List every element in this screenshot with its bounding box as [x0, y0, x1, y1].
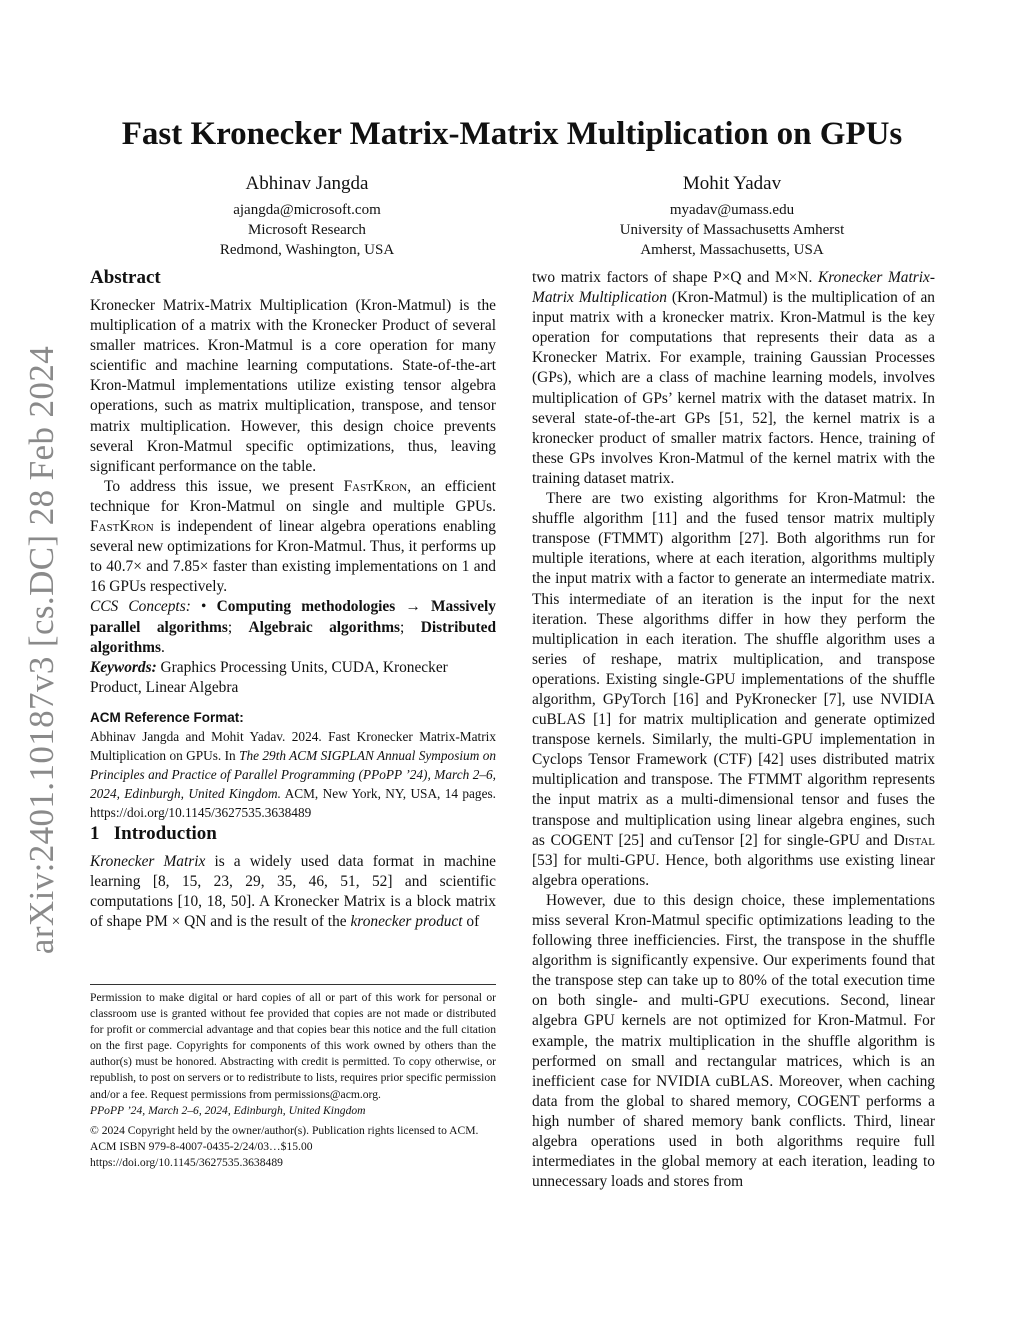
abstract-paragraph-2: To address this issue, we present FastKron, an efficient technique for Kron-Matmul on single and multiple GPUs. FastKron is independent of linear algebra operations enabling several new optimizations for Kron-Matmul. Thus, it performs up to 40.7× and 7.85× faster than existing implementations on 1 and 16 GPUs respectively.: [90, 477, 496, 596]
abstract-paragraph-1: Kronecker Matrix-Matrix Multiplication (Kron-Matmul) is the multiplication of a matrix with the Kronecker Product of several smaller matrices. Kron-Matmul is a core operation for many scientific and machine learning computations. State-of-the-art Kron-Matmul implementations utilize existing tensor algebra operations, such as matrix multiplication, transpose, and tensor matrix multiplication. However, this design choice prevents several Kron-Matmul specific optimizations, thus, leaving significant performance on the table.: [90, 297, 496, 475]
keywords: Keywords: Graphics Processing Units, CUDA, Kronecker Product, Linear Algebra: [90, 658, 448, 696]
author-affiliation: University of Massachusetts Amherst: [619, 222, 845, 238]
author-name: Mohit Yadav: [682, 173, 782, 194]
arxiv-stamp: [6, 345, 78, 955]
copyright-footnote: [90, 984, 496, 1171]
body-paragraph-3: However, due to this design choice, these implementations miss several Kron-Matmul specific optimizations leading to the following three inefficiencies. First, the transpose in the shuffle algorithm is significantly expensive. Our experiments found that the transpose step can take up to 80% of the total execution time on both single- and multi-GPU executions. Second, linear algebra GPU kernels are not optimized for Kron-Matmul. For example, the matrix multiplication in the shuffle algorithm is performed on small and rectangular matrices, which is an inefficient case for NVIDIA cuBLAS. Moreover, when caching data from the global to shared memory, COGENT performs a high number of shared memory bank conflicts. Third, linear algebra operations used in both algorithms require full intermediates in the global memory at each iteration, leading to unnecessary loads and stores from: [532, 891, 935, 1191]
ccs-concepts: CCS Concepts: • Computing methodologies → Massively parallel algorithms; Algebraic algorithms; Distributed algorithms.: [90, 598, 496, 656]
paper-title: Fast Kronecker Matrix-Matrix Multiplication on GPUs: [121, 116, 903, 152]
author-name: Abhinav Jangda: [245, 173, 369, 194]
copyright-line: © 2024 Copyright held by the owner/author(s). Publication rights licensed to ACM.: [90, 1123, 479, 1137]
right-column: [532, 268, 935, 1192]
author-email: ajangda@microsoft.com: [233, 202, 381, 218]
ccs-label: CCS Concepts:: [90, 598, 191, 616]
abstract-heading: Abstract: [90, 267, 161, 288]
system-name: Distal: [893, 831, 935, 849]
body-paragraph-1: two matrix factors of shape P×Q and M×N. Kronecker Matrix-Matrix Multiplication (Kron-Matmul) is the multiplication of an input matrix with a kronecker matrix. Kron-Matmul is the key operation for computations that represents their data as a Kronecker Matrix. For example, training Gaussian Processes (GPs), which are a class of machine learning models, involves multiplication of GPs’ kernel matrix with the dataset matrix. In several state-of-the-art GPs [51, 52], the kernel matrix is a kronecker product of smaller matrix factors. Hence, training of these GPs involves Kron-Matmul of the kernel matrix with the training dataset matrix.: [532, 269, 936, 487]
system-name: FastKron: [343, 477, 408, 495]
left-column: [90, 266, 496, 932]
permission-notice: Permission to make digital or hard copies of all or part of this work for personal or classroom use is granted without fee provided that copies are not made or distributed for profit or commercial advantage and that copies bear this notice and the full citation on the first page. Copyrights for components of this work owned by others than the author(s) must be honored. Abstracting with credit is permitted. To copy otherwise, or republish, to post on servers or to redistribute to lists, requires prior specific permission and/or a fee. Request permissions from permissions@acm.org.: [90, 991, 496, 1101]
author-block-2: [560, 171, 904, 260]
author-affiliation: Microsoft Research: [248, 222, 366, 238]
author-location: Amherst, Massachusetts, USA: [640, 242, 824, 258]
body-paragraph-2: There are two existing algorithms for Kron-Matmul: the shuffle algorithm [11] and the fused tensor matrix multiply transpose (FTMMT) algorithm [27]. Both algorithms run for multiple iterations, where at each iteration, algorithms multiply the input matrix with a factor to generate an intermediate matrix. This intermediate of an iteration is the input for the next iteration. These algorithms differ in how they perform the multiplication in each iteration. The shuffle algorithm uses a series of reshape, matrix multiplication, and transpose operations. Existing single-GPU implementations of the shuffle algorithm, GPyTorch [16] and PyKronecker [7], use NVIDIA cuBLAS [1] for matrix multiplication and generate optimized transpose kernels. Similarly, the multi-GPU implementation in Cyclops Tensor Framework (CTF) [42] uses distributed matrix multiplication and transpose. The FTMMT algorithm represents the input matrix as a multi-dimensional tensor and fuses the transpose and multiplication using linear algebra engines, such as COGENT [25] and cuTensor [2] for single-GPU and Distal [53] for multi-GPU. Hence, both algorithms use existing linear algebra operations.: [532, 490, 935, 889]
author-block-1: [160, 171, 454, 260]
introduction-paragraph: Kronecker Matrix is a widely used data format in machine learning [8, 15, 23, 29, 35, 46, 51, 52] and scientific computations [10, 18, 50]. A Kronecker Matrix is a block matrix of shape PM × QN and is the result of the kronecker product of: [90, 852, 497, 931]
keywords-label: Keywords:: [90, 658, 157, 676]
isbn-line: ACM ISBN 979-8-4007-0435-2/24/03…$15.00: [90, 1139, 313, 1153]
author-email: myadav@umass.edu: [669, 202, 795, 218]
author-location: Redmond, Washington, USA: [219, 242, 395, 258]
arxiv-stamp-text: arXiv:2401.10187v3 [cs.DC] 28 Feb 2024: [22, 345, 61, 955]
acm-reference-heading: ACM Reference Format:: [90, 709, 244, 725]
introduction-heading: 1 Introduction: [90, 822, 217, 844]
system-name: FastKron: [90, 518, 154, 536]
venue: The 29th ACM SIGPLAN Annual Symposium on Principles and Practice of Parallel Programming (PPoPP ’24), March 2–6, 2024, Edinburgh, United Kingdom.: [90, 747, 496, 801]
doi-link[interactable]: https://doi.org/10.1145/3627535.3638489: [90, 1155, 283, 1169]
conference-line: PPoPP ’24, March 2–6, 2024, Edinburgh, United Kingdom: [90, 1103, 366, 1117]
acm-reference-text: Abhinav Jangda and Mohit Yadav. 2024. Fast Kronecker Matrix-Matrix Multiplication on GPUs. In The 29th ACM SIGPLAN Annual Symposium on Principles and Practice of Parallel Programming (PPoPP ’24), March 2–6, 2024, Edinburgh, United Kingdom. ACM, New York, NY, USA, 14 pages. https://doi.org/10.1145/3627535.3638489: [90, 728, 496, 820]
